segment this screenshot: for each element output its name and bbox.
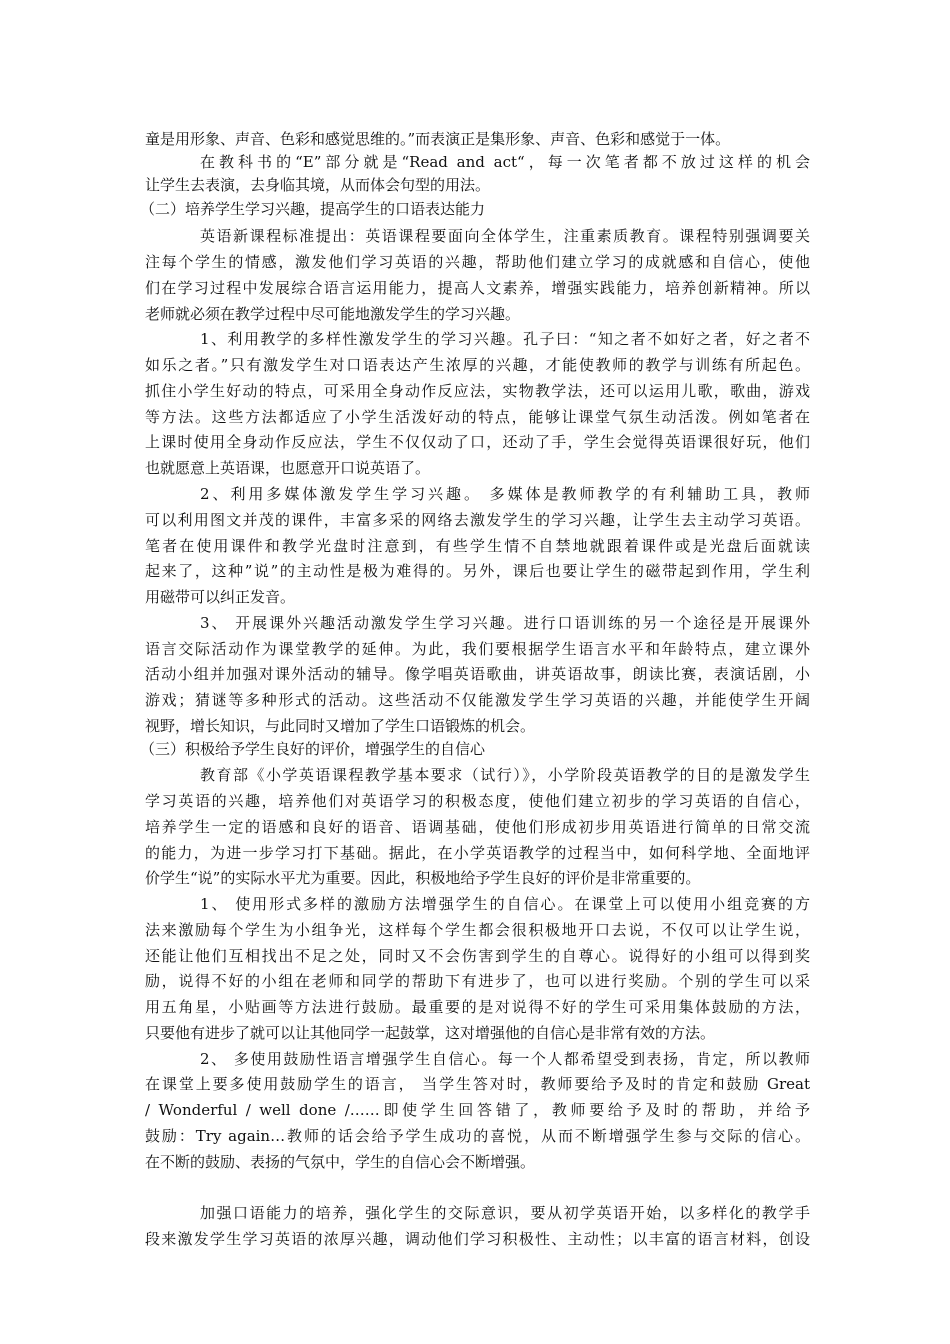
text-line: 活动小组并加强对课外活动的辅导。像学唱英语歌曲，讲英语故事，朗读比赛，表演话剧，小 — [145, 665, 810, 683]
text-line: 也就愿意上英语课，也愿意开口说英语了。 — [145, 459, 431, 477]
text-line: 加强口语能力的培养，强化学生的交际意识，要从初学英语开始，以多样化的教学手 — [200, 1204, 810, 1222]
text-line: 2、利用多媒体激发学生学习兴趣。 多媒体是教师教学的有利辅助工具，教师 — [200, 485, 810, 503]
section-heading: （三）积极给予学生良好的评价，增强学生的自信心 — [140, 740, 486, 758]
text-line: 3、 开展课外兴趣活动激发学生学习兴趣。进行口语训练的另一个途径是开展课外 — [200, 614, 810, 632]
text-line: 教育部《小学英语课程教学基本要求（试行）》，小学阶段英语教学的目的是激发学生 — [200, 766, 810, 784]
text-line: 只要他有进步了就可以让其他同学一起鼓掌，这对增强他的自信心是非常有效的方法。 — [145, 1024, 716, 1042]
text-line: 1、 使用形式多样的激励方法增强学生的自信心。在课堂上可以使用小组竞赛的方 — [200, 895, 810, 913]
text-line: 的能力，为进一步学习打下基础。据此，在小学英语教学的过程当中，如何科学地、全面地评 — [145, 844, 810, 862]
text-line: 笔者在使用课件和教学光盘时注意到，有些学生情不自禁地就跟着课件或是光盘后面就读 — [145, 537, 810, 555]
text-line: 培养学生一定的语感和良好的语音、语调基础，使他们形成初步用英语进行简单的日常交流 — [145, 818, 810, 836]
text-line: 在教科书的“E”部分就是“Read and act“，每一次笔者都不放过这样的机会 — [200, 153, 810, 171]
text-line: 在不断的鼓励、表扬的气氛中，学生的自信心会不断增强。 — [145, 1153, 536, 1171]
text-line: 让学生去表演，去身临其境，从而体会句型的用法。 — [145, 176, 491, 194]
text-line: 上课时使用全身动作反应法，学生不仅仅动了口，还动了手，学生会觉得英语课很好玩，他们 — [145, 433, 810, 451]
text-line: 语言交际活动作为课堂教学的延伸。为此，我们要根据学生语言水平和年龄特点，建立课外 — [145, 640, 810, 658]
text-line: 童是用形象、声音、色彩和感觉思维的。”而表演正是集形象、声音、色彩和感觉于一体。 — [145, 130, 731, 148]
text-line: 用磁带可以纠正发音。 — [145, 588, 296, 606]
text-line: 段来激发学生学习英语的浓厚兴趣，调动他们学习积极性、主动性；以丰富的语言材料，创设 — [145, 1230, 810, 1248]
text-line: 游戏；猜谜等多种形式的活动。这些活动不仅能激发学生学习英语的兴趣，并能使学生开阔 — [145, 691, 810, 709]
text-line: 老师就必须在教学过程中尽可能地激发学生的学习兴趣。 — [145, 305, 521, 323]
text-line: 学习英语的兴趣，培养他们对英语学习的积极态度，使他们建立初步的学习英语的自信心， — [145, 792, 810, 810]
text-line: 等方法。这些方法都适应了小学生活泼好动的特点，能够让课堂气氛生动活泼。例如笔者在 — [145, 408, 810, 426]
text-line: 注每个学生的情感，激发他们学习英语的兴趣，帮助他们建立学习的成就感和自信心，使他 — [145, 253, 810, 271]
text-line: 在课堂上要多使用鼓励学生的语言， 当学生答对时，教师要给予及时的肯定和鼓励 Great — [145, 1075, 810, 1093]
text-line: 法来激励每个学生为小组争光，这样每个学生都会很积极地开口去说，不仅可以让学生说， — [145, 921, 810, 939]
text-line: 1、利用教学的多样性激发学生的学习兴趣。孔子曰：“知之者不如好之者，好之者不 — [200, 330, 810, 348]
text-line: 还能让他们互相找出不足之处，同时又不会伤害到学生的自尊心。说得好的小组可以得到奖 — [145, 947, 810, 965]
text-line: 鼓励：Try again…教师的话会给予学生成功的喜悦，从而不断增强学生参与交际的信心。 — [145, 1127, 810, 1145]
text-line: 如乐之者。”只有激发学生对口语表达产生浓厚的兴趣，才能使教师的教学与训练有所起色。 — [145, 356, 810, 374]
text-line: 励，说得不好的小组在老师和同学的帮助下有进步了，也可以进行奖励。个别的学生可以采 — [145, 972, 810, 990]
text-line: 英语新课程标准提出：英语课程要面向全体学生，注重素质教育。课程特别强调要关 — [200, 227, 810, 245]
text-line: 们在学习过程中发展综合语言运用能力，提高人文素养，增强实践能力，培养创新精神。所以 — [145, 279, 810, 297]
text-line: 抓住小学生好动的特点，可采用全身动作反应法，实物教学法，还可以运用儿歌，歌曲，游戏 — [145, 382, 810, 400]
text-line: 价学生“说”的实际水平尤为重要。因此，积极地给予学生良好的评价是非常重要的。 — [145, 869, 701, 887]
section-heading: （二）培养学生学习兴趣，提高学生的口语表达能力 — [140, 200, 486, 218]
text-line: 可以利用图文并茂的课件，丰富多采的网络去激发学生的学习兴趣，让学生去主动学习英语。 — [145, 511, 810, 529]
text-line: 2、 多使用鼓励性语言增强学生自信心。每一个人都希望受到表扬，肯定，所以教师 — [200, 1050, 810, 1068]
text-line: 用五角星，小贴画等方法进行鼓励。最重要的是对说得不好的学生可采用集体鼓励的方法， — [145, 998, 810, 1016]
text-line: 视野，增长知识，与此同时又增加了学生口语锻炼的机会。 — [145, 717, 536, 735]
text-line: / Wonderful / well done /……即使学生回答错了，教师要给予及时的帮助，并给予 — [145, 1101, 810, 1119]
text-line: 起来了，这种”说”的主动性是极为难得的。另外，课后也要让学生的磁带起到作用，学生利 — [145, 562, 810, 580]
